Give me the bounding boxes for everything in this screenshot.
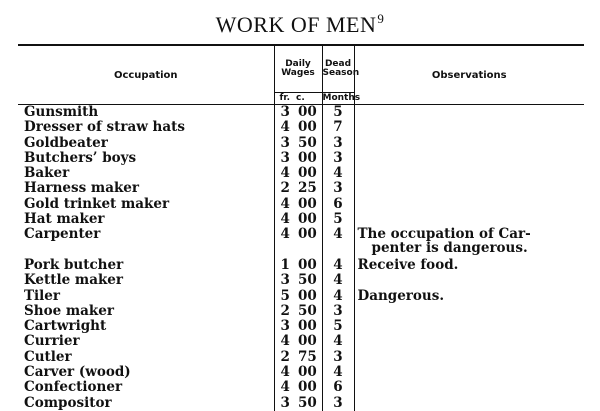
page-title-text: WORK OF MEN xyxy=(215,12,377,37)
observation-cell xyxy=(354,105,584,121)
wage-francs-cell: 3 xyxy=(274,151,296,166)
table-row xyxy=(18,136,584,151)
dead-season-cell: 3 xyxy=(322,181,354,196)
wage-centimes-cell: 00 xyxy=(298,365,317,381)
observation-text: Receive food. xyxy=(354,258,458,272)
occupation-cell: Carver (wood) xyxy=(24,365,131,381)
observation-cell xyxy=(354,319,584,334)
table-header xyxy=(18,45,584,105)
wage-francs-cell: 4 xyxy=(274,197,296,212)
wage-francs-cell: 4 xyxy=(274,227,296,258)
table-row xyxy=(18,396,584,411)
wage-centimes-cell: 00 xyxy=(298,319,317,335)
wage-francs-cell: 4 xyxy=(274,365,296,380)
table-row xyxy=(18,319,584,334)
table-row xyxy=(18,181,584,196)
wage-centimes-cell: 00 xyxy=(298,288,317,304)
occupation-cell: Cutler xyxy=(24,349,72,365)
occupation-cell: Gunsmith xyxy=(24,104,99,120)
table-row xyxy=(18,212,584,227)
wage-centimes-cell: 00 xyxy=(298,150,317,166)
wage-francs-cell: 3 xyxy=(274,136,296,151)
observation-text: Dangerous. xyxy=(354,289,444,303)
wage-centimes-cell: 50 xyxy=(298,135,317,151)
wage-francs-cell: 3 xyxy=(274,319,296,334)
observation-cell xyxy=(354,289,584,304)
wage-francs-cell: 2 xyxy=(274,350,296,365)
header-wages-line1: Daily xyxy=(285,59,311,69)
header-occupation-label: Occupation xyxy=(113,69,178,81)
observation-line-2: penter is dangerous. xyxy=(371,240,528,257)
wage-francs-cell: 3 xyxy=(274,105,296,121)
unit-centimes: c. xyxy=(296,93,322,105)
observation-cell xyxy=(354,365,584,380)
dead-season-cell: 5 xyxy=(322,105,354,121)
table-row xyxy=(18,166,584,181)
table-row xyxy=(18,105,584,121)
observation-cell xyxy=(354,120,584,135)
wage-francs-cell: 3 xyxy=(274,396,296,411)
table-row xyxy=(18,227,584,258)
observation-cell xyxy=(354,304,584,319)
occupation-cell: Shoe maker xyxy=(24,303,114,319)
dead-season-cell: 3 xyxy=(322,151,354,166)
observation-text xyxy=(354,227,531,255)
dead-season-cell: 4 xyxy=(322,227,354,258)
observation-cell xyxy=(354,380,584,395)
wage-centimes-cell: 50 xyxy=(298,303,317,319)
occupation-cell: Hat maker xyxy=(24,212,105,228)
wage-francs-cell: 2 xyxy=(274,181,296,196)
wage-francs-cell: 4 xyxy=(274,120,296,135)
wage-francs-cell: 2 xyxy=(274,304,296,319)
table-row xyxy=(18,151,584,166)
observation-cell xyxy=(354,273,584,288)
dead-season-cell: 4 xyxy=(322,273,354,288)
occupation-cell: Pork butcher xyxy=(24,257,124,273)
observation-cell xyxy=(354,166,584,181)
wage-centimes-cell: 50 xyxy=(298,395,317,411)
wage-francs-cell: 4 xyxy=(274,334,296,349)
wage-centimes-cell: 00 xyxy=(298,257,317,273)
header-observations-label: Observations xyxy=(431,69,507,81)
dead-season-cell: 3 xyxy=(322,396,354,411)
observation-cell xyxy=(354,334,584,349)
occupation-cell: Butchers’ boys xyxy=(24,150,137,166)
occupation-cell: Confectioner xyxy=(24,380,123,396)
observation-cell xyxy=(354,350,584,365)
table-row xyxy=(18,120,584,135)
dead-season-cell: 6 xyxy=(322,380,354,395)
occupation-cell: Harness maker xyxy=(24,181,140,197)
wage-centimes-cell: 50 xyxy=(298,273,317,289)
occupation-cell: Compositor xyxy=(24,395,112,411)
table-row xyxy=(18,258,584,273)
dead-season-cell: 4 xyxy=(322,289,354,304)
wages-table xyxy=(18,44,584,411)
occupation-cell: Carpenter xyxy=(24,227,101,243)
dead-season-cell: 7 xyxy=(322,120,354,135)
dead-season-cell: 4 xyxy=(322,365,354,380)
occupation-cell: Baker xyxy=(24,166,70,182)
unit-months: Months xyxy=(322,93,361,103)
observation-cell xyxy=(354,227,584,258)
wage-centimes-cell: 00 xyxy=(298,196,317,212)
page-title xyxy=(0,12,600,38)
dead-season-cell: 4 xyxy=(322,334,354,349)
occupation-cell: Kettle maker xyxy=(24,273,124,289)
dead-season-cell: 6 xyxy=(322,197,354,212)
header-wages-line2: Wages xyxy=(281,68,315,78)
table-row xyxy=(18,304,584,319)
wage-centimes-cell: 25 xyxy=(298,181,317,197)
header-observations xyxy=(354,45,584,105)
table-row xyxy=(18,197,584,212)
observation-cell xyxy=(354,197,584,212)
observation-cell xyxy=(354,212,584,227)
wage-francs-cell: 4 xyxy=(274,212,296,227)
wage-centimes-cell: 00 xyxy=(298,120,317,136)
dead-season-cell: 5 xyxy=(322,319,354,334)
occupation-cell: Goldbeater xyxy=(24,135,108,151)
unit-francs: fr. xyxy=(274,93,296,105)
table-body xyxy=(18,105,584,411)
occupation-cell: Dresser of straw hats xyxy=(24,120,185,136)
header-dead-line2: Season xyxy=(322,68,360,78)
wage-centimes-cell: 00 xyxy=(298,166,317,182)
dead-season-cell: 4 xyxy=(322,258,354,273)
occupation-cell: Tiler xyxy=(24,288,61,304)
wage-centimes-cell: 75 xyxy=(298,349,317,365)
wage-centimes-cell: 00 xyxy=(298,104,317,120)
occupation-cell: Currier xyxy=(24,334,80,350)
observation-cell xyxy=(354,396,584,411)
dead-season-cell: 5 xyxy=(322,212,354,227)
dead-season-cell: 4 xyxy=(322,166,354,181)
wage-francs-cell: 3 xyxy=(274,273,296,288)
header-daily-wages xyxy=(274,45,322,93)
wage-centimes-cell: 00 xyxy=(298,380,317,396)
wage-francs-cell: 1 xyxy=(274,258,296,273)
table-row xyxy=(18,273,584,288)
table-row xyxy=(18,350,584,365)
wage-francs-cell: 4 xyxy=(274,380,296,395)
occupation-cell: Gold trinket maker xyxy=(24,196,170,212)
observation-cell xyxy=(354,151,584,166)
wage-centimes-cell: 00 xyxy=(298,212,317,228)
table-row xyxy=(18,334,584,349)
observation-cell xyxy=(354,258,584,273)
observation-cell xyxy=(354,136,584,151)
dead-season-cell: 3 xyxy=(322,304,354,319)
table-row xyxy=(18,365,584,380)
footnote-marker: 9 xyxy=(377,11,385,26)
dead-season-cell: 3 xyxy=(322,350,354,365)
header-occupation xyxy=(18,45,274,105)
observation-line-1: The occupation of Car- xyxy=(357,227,531,243)
wage-francs-cell: 5 xyxy=(274,289,296,304)
table-row xyxy=(18,380,584,395)
wage-centimes-cell: 00 xyxy=(298,334,317,350)
header-dead-line1: Dead xyxy=(324,59,352,69)
dead-season-cell: 3 xyxy=(322,136,354,151)
wage-centimes-cell: 00 xyxy=(298,227,317,243)
wage-francs-cell: 4 xyxy=(274,166,296,181)
observation-cell xyxy=(354,181,584,196)
table-row xyxy=(18,289,584,304)
header-dead-season xyxy=(322,45,360,93)
occupation-cell: Cartwright xyxy=(24,319,107,335)
